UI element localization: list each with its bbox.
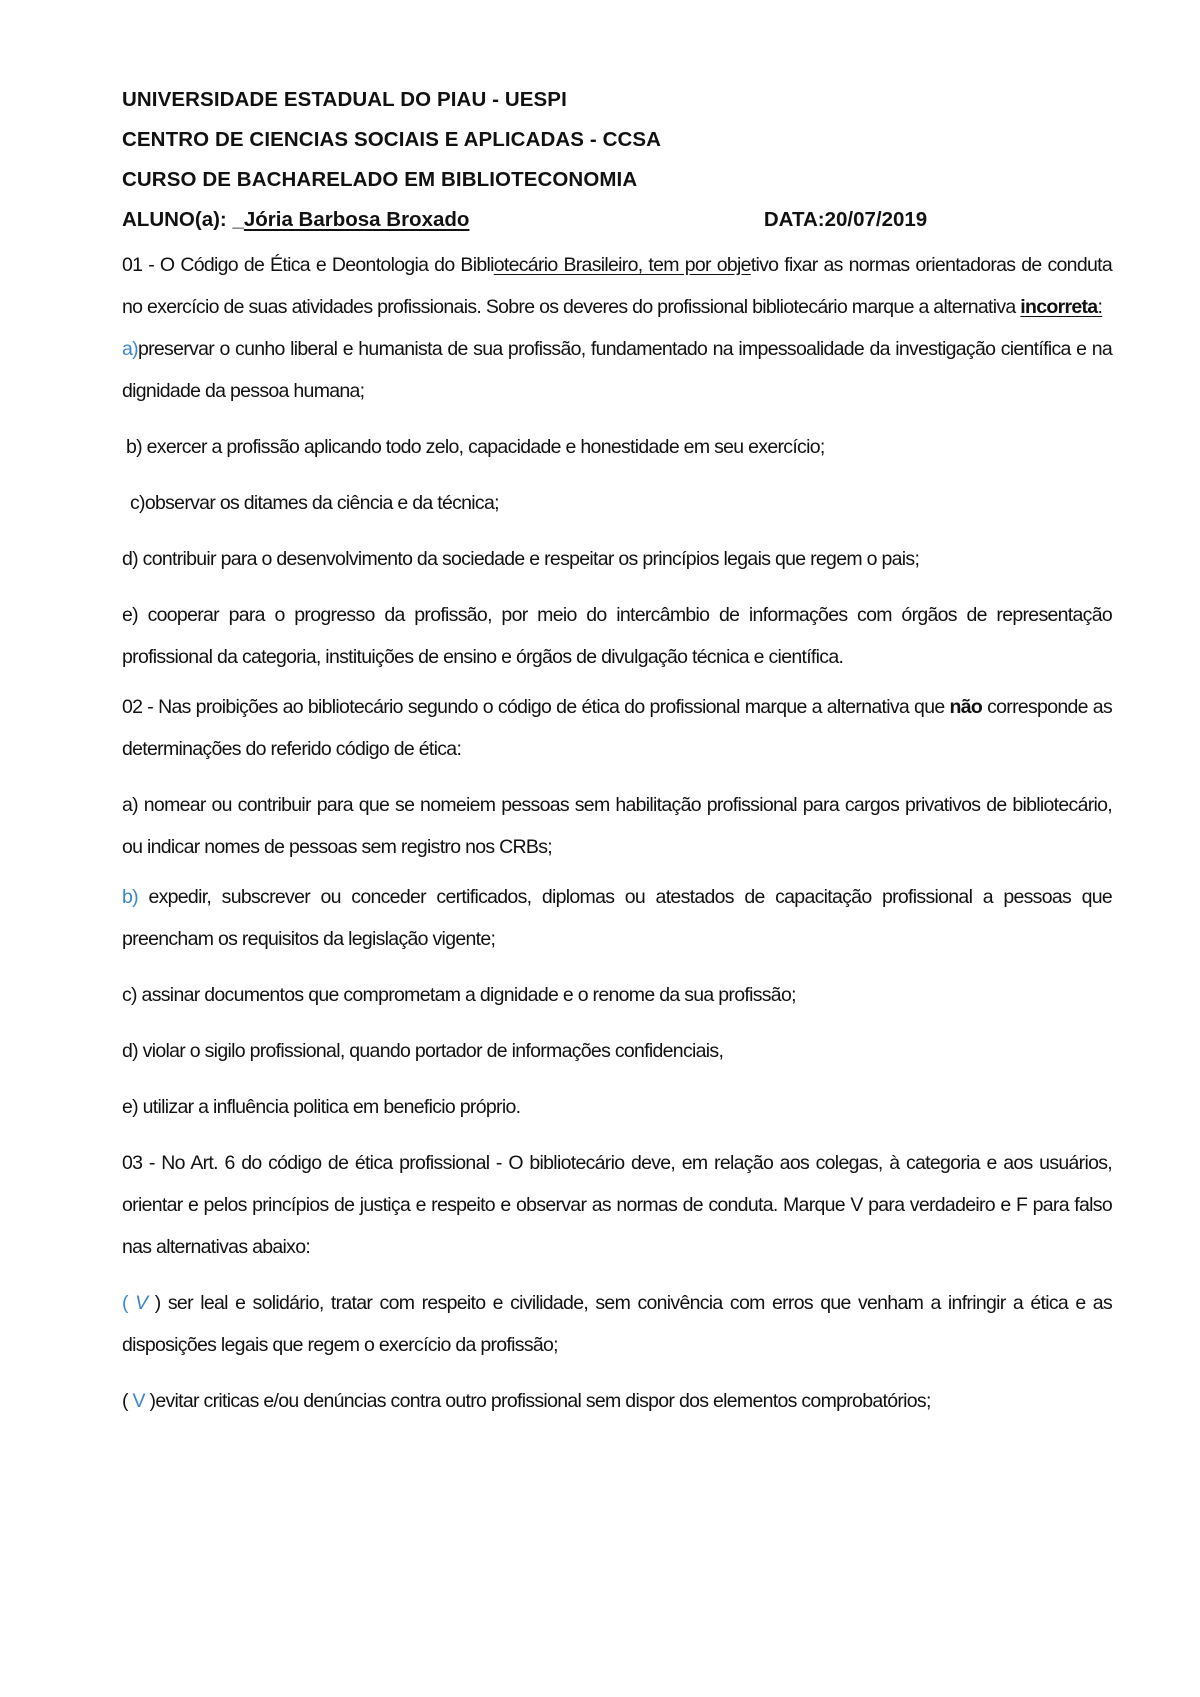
question-2-intro: 02 - Nas proibições ao bibliotecário segundo o código de ética do profissional marque a alternativa que não corresponde as determinações do referido código de ética: bbox=[122, 696, 1112, 760]
question-3-item-1: ( V ) ser leal e solidário, tratar com respeito e civilidade, sem conivência com erros que venham a infringir a ética e as disposições legais que regem o exercício da profissão; bbox=[122, 1292, 1113, 1356]
question-1-option-b: b) exercer a profissão aplicando todo zelo, capacidade e honestidade em seu exercício; bbox=[126, 436, 825, 458]
question-2-option-b: b) expedir, subscrever ou conceder certificados, diplomas ou atestados de capacitação profissional a pessoas que preencham os requisitos da legislação vigente; bbox=[122, 886, 1112, 950]
question-1-intro: 01 - O Código de Ética e Deontologia do Bibliotecário Brasileiro, tem por objetivo fixar as normas orientadoras de conduta no exercício de suas atividades profissionais. Sobre os deveres do profissional bibliotecário marque a alternativa incorreta: bbox=[122, 254, 1112, 318]
answer-marker: a) bbox=[122, 338, 138, 360]
question-2-option-e: e) utilizar a influência politica em beneficio próprio. bbox=[122, 1096, 521, 1118]
question-2-option-d: d) violar o sigilo profissional, quando portador de informações confidenciais, bbox=[122, 1040, 724, 1062]
question-3-intro: 03 - No Art. 6 do código de ética profissional - O bibliotecário deve, em relação aos colegas, à categoria e aos usuários, orientar e pelos princípios de justiça e respeito e observar as normas de conduta. Marque V para verdadeiro e F para falso nas alternativas abaixo: bbox=[122, 1152, 1112, 1258]
question-1-option-e: e) cooperar para o progresso da profissão, por meio do intercâmbio de informações com órgãos de representação profissional da categoria, instituições de ensino e órgãos de divulgação técnica e científica. bbox=[122, 604, 1112, 668]
question-1-option-c: c)observar os ditames da ciência e da técnica; bbox=[130, 492, 499, 514]
student-name: Jória Barbosa Broxado bbox=[243, 208, 470, 231]
answer-marker: V bbox=[127, 1390, 145, 1412]
question-3-item-2: ( V )evitar criticas e/ou denúncias contra outro profissional sem dispor dos elementos comprobatórios; bbox=[122, 1390, 931, 1412]
answer-marker: V bbox=[127, 1292, 148, 1314]
question-2-option-c: c) assinar documentos que comprometam a dignidade e o renome da sua profissão; bbox=[122, 984, 796, 1006]
student-label: ALUNO(a): _ bbox=[122, 208, 244, 231]
center-heading: CENTRO DE CIENCIAS SOCIAIS E APLICADAS - CCSA bbox=[122, 128, 662, 151]
university-heading: UNIVERSIDADE ESTADUAL DO PIAU - UESPI bbox=[122, 88, 567, 111]
date-field: DATA:20/07/2019 bbox=[763, 208, 928, 231]
document-page bbox=[122, 84, 1112, 1422]
question-1-option-d: d) contribuir para o desenvolvimento da sociedade e respeitar os princípios legais que regem o pais; bbox=[122, 548, 920, 570]
answer-marker: b) bbox=[122, 886, 138, 908]
course-heading: CURSO DE BACHARELADO EM BIBLIOTECONOMIA bbox=[122, 168, 638, 191]
question-2-option-a: a) nomear ou contribuir para que se nomeiem pessoas sem habilitação profissional para cargos privativos de bibliotecário, ou indicar nomes de pessoas sem registro nos CRBs; bbox=[122, 794, 1112, 858]
question-1-option-a: a)preservar o cunho liberal e humanista de sua profissão, fundamentado na impessoalidade da investigação científica e na dignidade da pessoa humana; bbox=[122, 338, 1112, 402]
student-row bbox=[122, 204, 1112, 244]
